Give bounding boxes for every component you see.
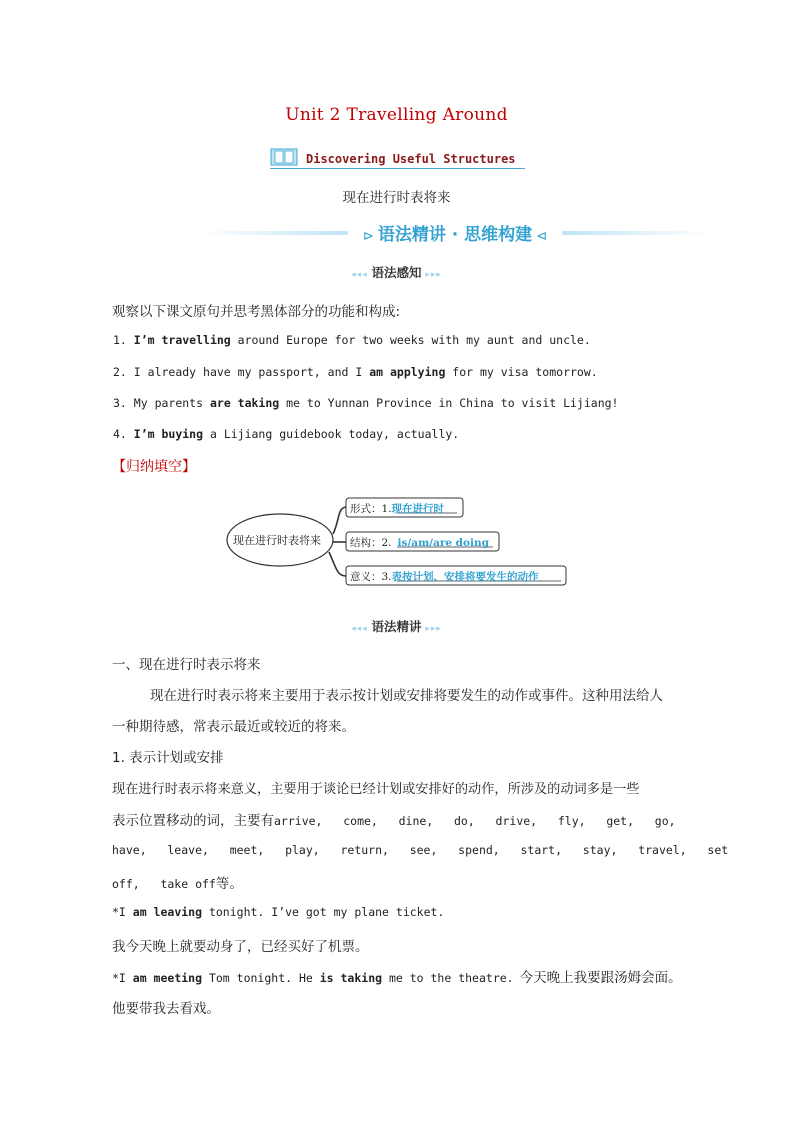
subheading-text: 语法精讲	[371, 619, 422, 634]
paragraph-line: 现在进行时表示将来主要用于表示按计划或安排将要发生的动作或事件。这种用法给人	[150, 688, 663, 704]
heading-plan: 1. 表示计划或安排	[112, 750, 224, 766]
arrow-right-icon: ⊳	[362, 229, 378, 244]
branch-top	[333, 507, 347, 534]
meaning-row: 意义：3.表按计划、安排将要发生的动作	[350, 571, 539, 583]
verb-list: arrive, come, dine, do, drive, fly, get, go,	[274, 814, 676, 828]
banner-text: 语法精讲 · 思维构建	[377, 225, 533, 245]
section-header	[270, 148, 530, 170]
arrow-left-icon: ⊲	[532, 229, 548, 244]
verb-list: off, take off	[112, 877, 216, 891]
page-title: Unit 2 Travelling Around	[285, 105, 508, 125]
structure-row: 结构：2. is/am/are doing	[350, 537, 489, 549]
example-sentence: *I am leaving tonight. I’ve got my plane ticket.	[112, 905, 445, 919]
example-sentence: *I am meeting Tom tonight. He is taking me to the theatre. 今天晚上我要跟汤姆会面。	[112, 970, 682, 986]
mind-map-center: 现在进行时表将来	[233, 534, 321, 547]
intro-text: 观察以下课文原句并思考黑体部分的功能和构成:	[112, 304, 401, 320]
example-sentence: 3. My parents are taking me to Yunnan Province in China to visit Lijiang!	[113, 396, 619, 410]
example-sentence: 4. I’m buying a Lijiang guidebook today, actually.	[113, 427, 460, 441]
paragraph-line: 现在进行时表示将来意义，主要用于谈论已经计划或安排好的动作，所涉及的动词多是一些	[112, 782, 640, 797]
dots-left-icon: ◂◂◂	[351, 270, 372, 280]
paragraph-line: 表示位置移动的词，主要有arrive, come, dine, do, drive, fly, get, go,	[112, 813, 676, 829]
topic-heading: 现在进行时表将来	[342, 190, 451, 206]
dots-right-icon: ▸▸▸	[421, 270, 442, 280]
paragraph-line: 一种期待感，常表示最近或较近的将来。	[112, 719, 355, 735]
summary-label: 【归纳填空】	[112, 459, 196, 475]
verb-list: have, leave, meet, play, return, see, spend, start, stay, travel, set	[112, 843, 729, 857]
mind-map	[225, 490, 570, 590]
meaning-answer: 表按计划、安排将要发生的动作	[391, 571, 539, 583]
dots-right-icon: ▸▸▸	[421, 624, 442, 634]
form-row: 形式：1.现在进行时	[350, 503, 445, 515]
dots-left-icon: ◂◂◂	[351, 624, 372, 634]
example-sentence: 1. I’m travelling around Europe for two weeks with my aunt and uncle.	[113, 333, 591, 347]
section-underline	[270, 168, 525, 169]
book-icon	[270, 148, 298, 166]
structure-answer: is/am/are doing	[397, 537, 489, 549]
section-label: Discovering Useful Structures	[306, 152, 516, 166]
subheading-explanation	[0, 617, 793, 635]
subheading-text: 语法感知	[371, 265, 422, 280]
paragraph-line: off, take off等。	[112, 876, 243, 892]
example-translation: 他要带我去看戏。	[112, 1001, 220, 1017]
example-sentence: 2. I already have my passport, and I am applying for my visa tomorrow.	[113, 365, 598, 379]
grammar-banner	[200, 219, 710, 247]
subheading-perception	[0, 263, 793, 281]
example-translation: 我今天晚上就要动身了，已经买好了机票。	[112, 939, 369, 955]
branch-bottom	[329, 552, 347, 576]
form-answer: 现在进行时	[391, 503, 445, 515]
heading-usage: 一、现在进行时表示将来	[112, 657, 261, 673]
